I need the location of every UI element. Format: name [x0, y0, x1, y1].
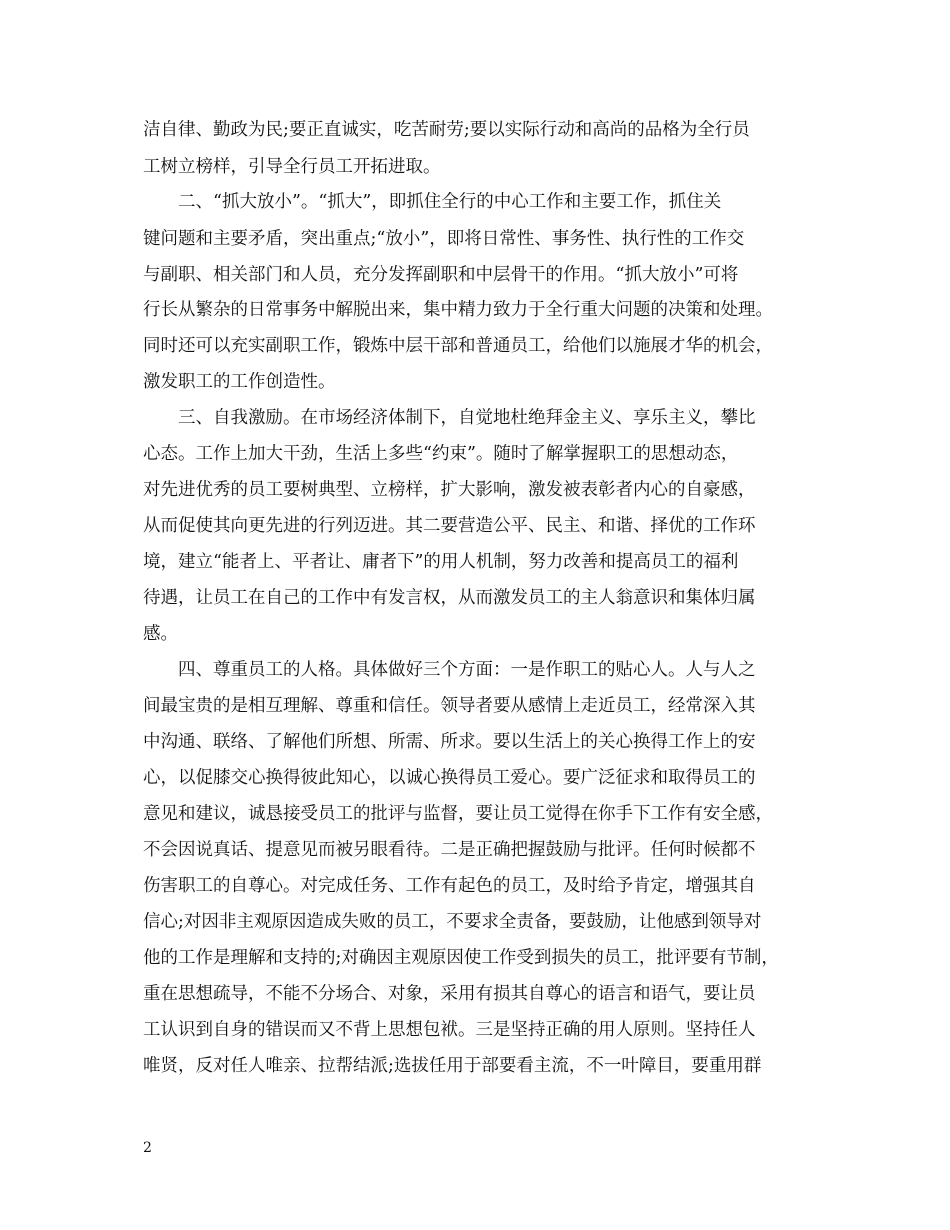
text-line: 四、尊重员工的人格。具体做好三个方面：一是作职工的贴心人。人与人之: [143, 660, 756, 680]
text-line: 中沟通、联络、了解他们所想、所需、所求。要以生活上的关心换得工作上的安: [143, 732, 756, 752]
text-line: 工认识到自身的错误而又不背上思想包袱。三是坚持正确的用人原则。坚持任人: [143, 1020, 756, 1040]
text-line: 二、“抓大放小”。“抓大”，即抓住全行的中心工作和主要工作，抓住关: [143, 192, 722, 212]
page-number: 2: [143, 1140, 152, 1156]
text-line: 待遇，让员工在自己的工作中有发言权，从而激发员工的主人翁意识和集体归属: [143, 588, 756, 608]
text-line: 唯贤，反对任人唯亲、拉帮结派;选拔任用于部要看主流，不一叶障目，要重用群: [143, 1056, 762, 1076]
text-line: 感。: [143, 624, 178, 644]
text-line: 不会因说真话、提意见而被另眼看待。二是正确把握鼓励与批评。任何时候都不: [143, 840, 756, 860]
text-line: 他的工作是理解和支持的;对确因主观原因使工作受到损失的员工，批评要有节制，: [143, 948, 779, 968]
text-line: 键问题和主要矛盾，突出重点;“放小”，即将日常性、事务性、执行性的工作交: [143, 229, 745, 249]
text-line: 同时还可以充实副职工作，锻炼中层干部和普通员工，给他们以施展才华的机会，: [143, 336, 773, 356]
text-line: 心态。工作上加大干劲，生活上多些“约束”。随时了解掌握职工的思想动态，: [143, 444, 739, 464]
text-line: 从而促使其向更先进的行列迈进。其二要营造公平、民主、和谐、择优的工作环: [143, 516, 756, 536]
text-line: 与副职、相关部门和人员，充分发挥副职和中层骨干的作用。“抓大放小”可将: [143, 265, 739, 285]
text-line: 重在思想疏导，不能不分场合、对象，采用有损其自尊心的语言和语气，要让员: [143, 984, 756, 1004]
text-line: 三、自我激励。在市场经济体制下，自觉地杜绝拜金主义、享乐主义，攀比: [143, 408, 756, 428]
text-line: 心，以促膝交心换得彼此知心，以诚心换得员工爱心。要广泛征求和取得员工的: [143, 768, 756, 788]
text-line: 洁自律、勤政为民;要正直诚实，吃苦耐劳;要以实际行动和高尚的品格为全行员: [143, 120, 750, 140]
text-line: 信心;对因非主观原因造成失败的员工，不要求全责备，要鼓励，让他感到领导对: [143, 912, 762, 932]
text-line: 激发职工的工作创造性。: [143, 372, 336, 392]
text-line: 意见和建议，诚恳接受员工的批评与监督，要让员工觉得在你手下工作有安全感，: [143, 804, 773, 824]
text-line: 对先进优秀的员工要树典型、立榜样，扩大影响，激发被表彰者内心的自豪感，: [143, 480, 756, 500]
text-line: 行长从繁杂的日常事务中解脱出来，集中精力致力于全行重大问题的决策和处理。: [143, 300, 773, 320]
text-line: 工树立榜样，引导全行员工开拓进取。: [143, 157, 441, 177]
text-line: 境，建立“能者上、平者让、庸者下”的用人机制，努力改善和提高员工的福利: [143, 552, 739, 572]
text-line: 伤害职工的自尊心。对完成任务、工作有起色的员工，及时给予肯定，增强其自: [143, 876, 756, 896]
text-line: 间最宝贵的是相互理解、尊重和信任。领导者要从感情上走近员工，经常深入其: [143, 696, 756, 716]
